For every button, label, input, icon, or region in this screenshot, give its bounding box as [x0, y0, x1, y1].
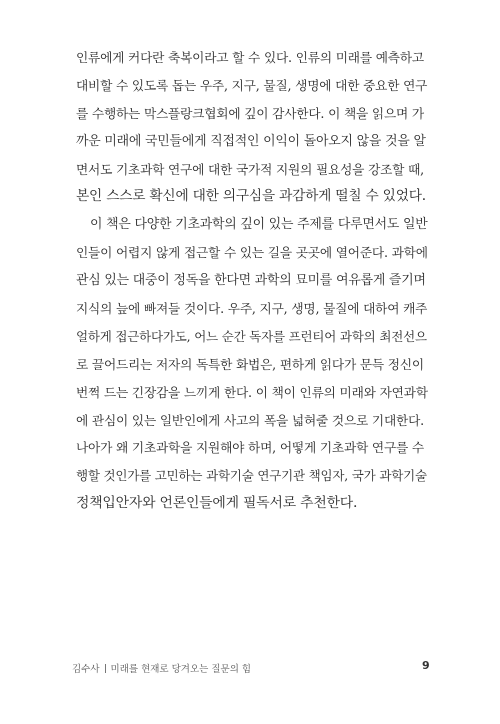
text-line: 면서도 기초과학 연구에 대한 국가적 지원의 필요성을 강조할 때, [76, 161, 424, 177]
text-line: 인들이 어렵지 않게 접근할 수 있는 길을 곳곳에 열어준다. 과학에 [76, 245, 428, 261]
text-line: 를 수행하는 막스플랑크협회에 깊이 감사한다. 이 책을 읽으며 가 [76, 105, 424, 121]
footer-author: 김수사 [72, 664, 100, 675]
text-line: 관심 있는 대중이 정독을 한다면 과학의 묘미를 여유롭게 즐기며 [76, 273, 426, 289]
body-text [76, 44, 428, 518]
text-line: 번쩍 드는 긴장감을 느끼게 한다. 이 책이 인류의 미래와 자연과학 [76, 384, 428, 400]
footer-separator [105, 664, 106, 673]
text-line-paragraph-start: 이 책은 다양한 기초과학의 깊이 있는 주제를 다루면서도 일반 [90, 217, 428, 233]
text-line: 나아가 왜 기초과학을 지원해야 하며, 어떻게 기초과학 연구를 수 [76, 440, 424, 456]
text-line: 지식의 늪에 빠져들 것이다. 우주, 지구, 생명, 물질에 대하여 캐주 [76, 301, 428, 317]
text-line: 정책입안자와 언론인들에게 필독서로 추천한다. [76, 495, 358, 512]
text-line: 인류에게 커다란 축복이라고 할 수 있다. 인류의 미래를 예측하고 [76, 50, 424, 65]
text-line: 까운 미래에 국민들에게 직접적인 이익이 돌아오지 않을 것을 알 [76, 133, 426, 149]
text-line: 행할 것인가를 고민하는 과학기술 연구기관 책임자, 국가 과학기술 [76, 468, 427, 484]
text-line: 얼하게 접근하다가도, 어느 순간 독자를 프런티어 과학의 최전선으 [76, 328, 427, 344]
page-number: 9 [422, 659, 430, 672]
running-footer [72, 661, 251, 675]
text-line: 본인 스스로 확신에 대한 의구심을 과감하게 떨칠 수 있었다. [76, 188, 426, 205]
text-line: 대비할 수 있도록 돕는 우주, 지구, 물질, 생명에 대한 중요한 연구 [76, 77, 428, 93]
footer-book-title: 미래를 현재로 당겨오는 질문의 힘 [110, 664, 252, 675]
text-line: 로 끌어드리는 저자의 독특한 화법은, 편하게 읽다가 문득 정신이 [76, 356, 424, 372]
text-line: 에 관심이 있는 일반인에게 사고의 폭을 넓혀줄 것으로 기대한다. [76, 412, 424, 428]
